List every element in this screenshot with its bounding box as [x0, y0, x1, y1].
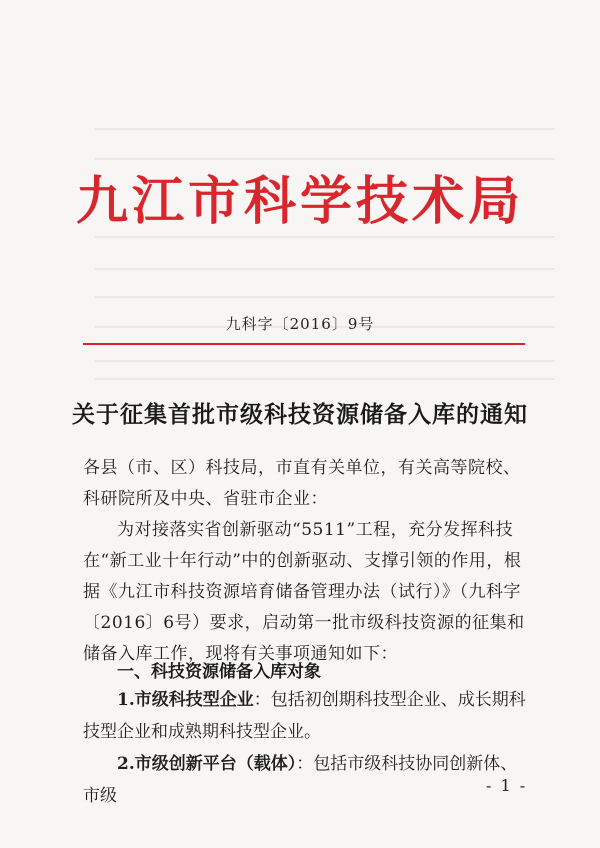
show-through-line: [95, 268, 555, 270]
item-label: 1.市级科技型企业: [117, 690, 254, 710]
agency-title: 九江市科学技术局: [75, 171, 524, 232]
show-through-line: [95, 158, 555, 160]
item-text: ：包括市级科技协同创新体、市级: [83, 754, 518, 806]
show-through-line: [95, 360, 555, 362]
document-number: 九科字〔2016〕9号: [225, 315, 375, 333]
item-text: ：包括初创期科技型企业、成长期科技型企业和成熟期科技型企业。: [83, 690, 526, 742]
intro-paragraph: 为对接落实省创新驱动“5511”工程，充分发挥科技在“新工业十年行动”中的创新驱动、支撑引领的作用，根据《九江市科技资源培育储备管理办法（试行）》（九科字〔2016〕6号）要求，启动第一批市级科技资源的征集和储备入库工作，现将有关事项通知如下：: [83, 520, 525, 664]
section-heading: 一、科技资源储备入库对象: [117, 662, 321, 682]
recipients-paragraph: 各县（市、区）科技局，市直有关单位，有关高等院校、科研院所及中央、省驻市企业：: [83, 458, 521, 509]
show-through-line: [95, 128, 555, 130]
item-label: 2.市级创新平台（载体）: [117, 754, 297, 774]
list-item: [83, 748, 529, 812]
show-through-line: [95, 296, 555, 298]
page-number: - 1 -: [486, 776, 528, 795]
show-through-line: [95, 236, 555, 238]
notice-title: 关于征集首批市级科技资源储备入库的通知: [72, 401, 528, 428]
list-item: [83, 684, 529, 748]
show-through-line: [95, 378, 555, 380]
red-divider: [83, 343, 525, 345]
